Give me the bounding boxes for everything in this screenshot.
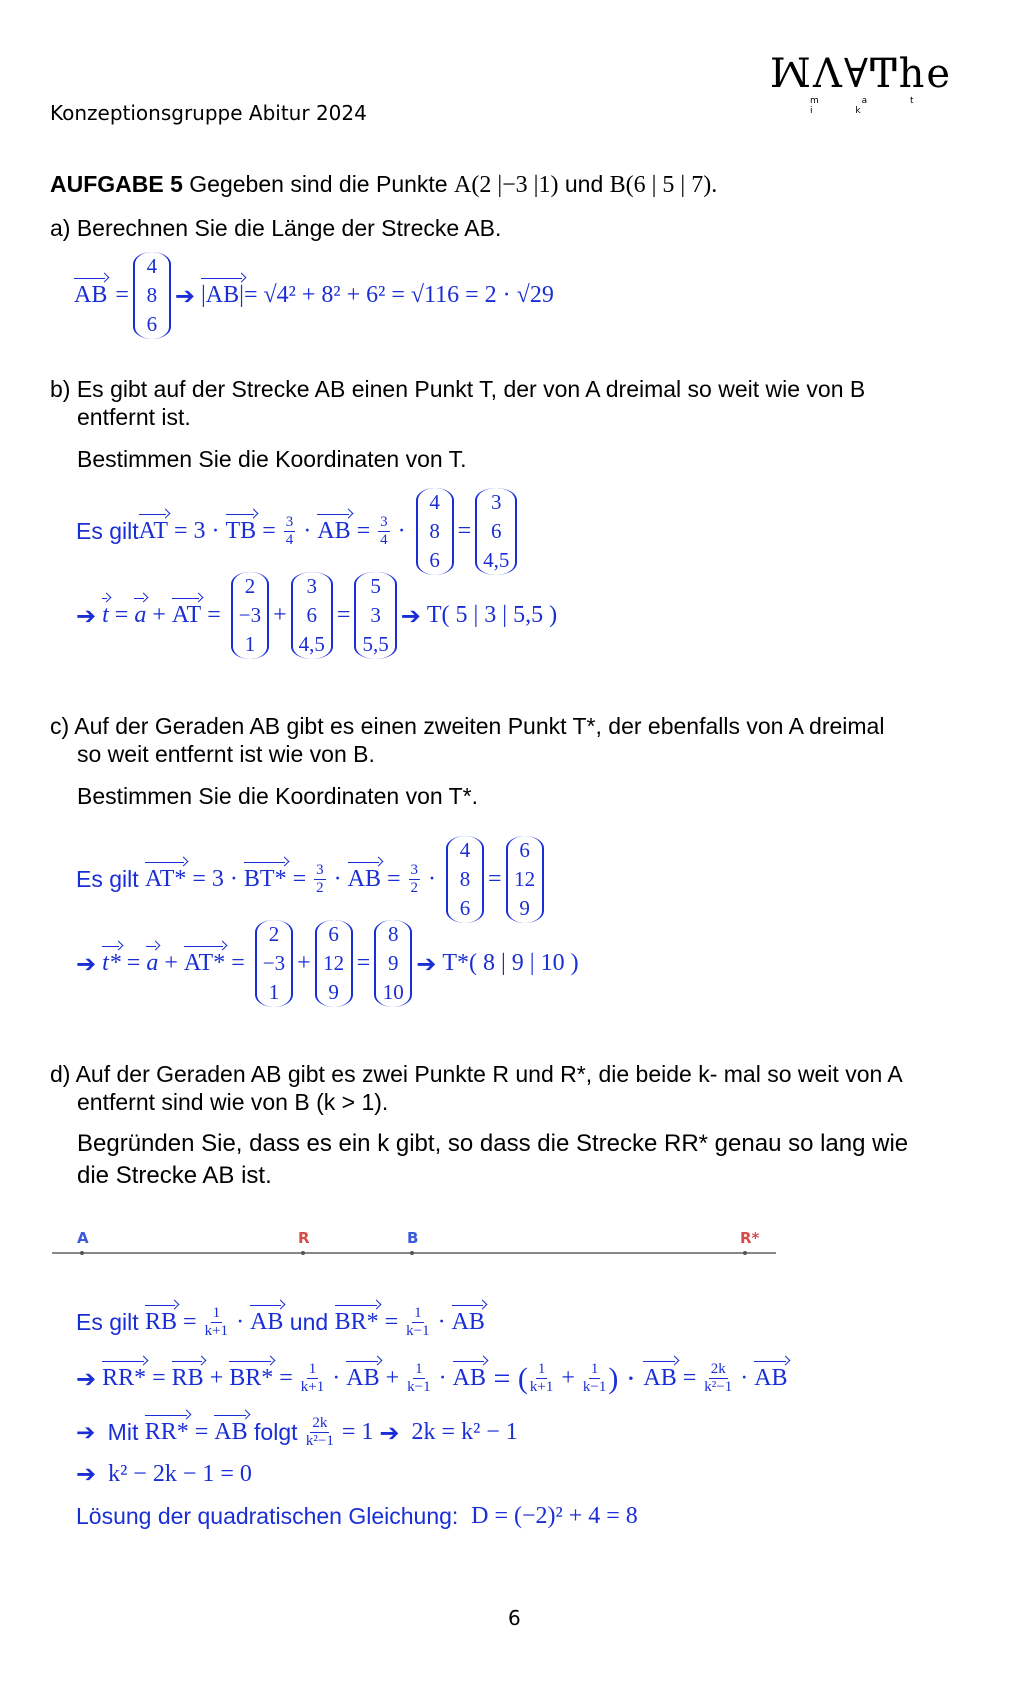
vec-ab: AB xyxy=(250,1309,284,1335)
und-text: und xyxy=(558,171,610,197)
vector: 2 −3 1 xyxy=(255,920,293,1007)
vector: 3 6 4,5 xyxy=(475,488,517,575)
fraction-2k: $\frac{2k}{\text{k²−1}}$ xyxy=(305,1415,334,1449)
plus: + xyxy=(146,602,172,628)
logo-sub: m a t i k xyxy=(810,96,934,116)
vector: 4 8 6 xyxy=(446,836,484,923)
fraction-3-4: $\frac{3}{4}$ xyxy=(285,514,294,548)
solution-d-line4 xyxy=(76,1460,252,1488)
question-d-2: entfernt sind wie von B (k > 1). xyxy=(77,1089,389,1115)
vec-ab: AB xyxy=(74,282,108,308)
label-a: A xyxy=(77,1229,89,1247)
vec-rb: RB xyxy=(145,1309,178,1335)
dot: · xyxy=(230,1309,251,1335)
eq: = ( xyxy=(485,1361,528,1395)
solution-d-line1 xyxy=(76,1305,485,1340)
eq: = xyxy=(146,1365,172,1391)
eq: = 3 · xyxy=(167,518,226,544)
eq: = xyxy=(120,950,147,976)
point-r-star-dot xyxy=(743,1251,747,1255)
mit: Mit xyxy=(101,1419,145,1445)
loesung-text: Lösung der quadratischen Gleichung: xyxy=(76,1503,472,1529)
vector: 6 12 9 xyxy=(506,836,544,923)
result-t: T( 5 | 3 | 5,5 ) xyxy=(426,602,558,628)
dot: · xyxy=(734,1365,755,1391)
arrow-icon: ➔ xyxy=(416,949,437,978)
fraction-3-2: $\frac{3}{2}$ xyxy=(316,862,324,896)
vector-ab xyxy=(133,252,171,339)
solution-d-line5 xyxy=(76,1503,638,1530)
question-b-3: Bestimmen Sie die Koordinaten von T. xyxy=(77,446,467,472)
vec-cell: 8 xyxy=(146,283,158,307)
vec-tb: TB xyxy=(225,518,257,544)
page-number: 6 xyxy=(508,1606,521,1630)
vector: 5 3 5,5 xyxy=(354,572,396,659)
task-intro xyxy=(50,170,717,199)
task-title: AUFGABE 5 xyxy=(50,171,183,197)
fraction-3-2: $\frac{3}{2}$ xyxy=(410,862,419,896)
vec-ab: AB xyxy=(452,1365,486,1391)
dot: · xyxy=(431,1309,452,1335)
vec-cell: 4 xyxy=(146,254,158,278)
vec-ab: AB xyxy=(214,1419,248,1445)
fraction-3-4: $\frac{3}{4}$ xyxy=(380,514,388,548)
point-a-dot xyxy=(80,1251,84,1255)
eq: = xyxy=(457,518,472,544)
vector: 6 12 9 xyxy=(315,920,353,1007)
vec-rb: RB xyxy=(171,1365,204,1391)
arrow-icon: ➔ xyxy=(174,281,195,310)
solution-d-line2 xyxy=(76,1361,788,1396)
vec-at: AT xyxy=(171,602,202,628)
eq: = xyxy=(177,1309,203,1335)
dot: · xyxy=(326,1365,347,1391)
fraction-1-k-plus-1: $\frac{1}{k+1}$ xyxy=(204,1305,229,1339)
label-r: R xyxy=(298,1229,310,1247)
vector: 3 6 4,5 xyxy=(291,572,333,659)
solution-a xyxy=(74,252,554,339)
eq: = xyxy=(201,602,227,628)
solution-b-line2 xyxy=(76,572,557,659)
plus: + xyxy=(273,602,287,628)
question-c-2: so weit entfernt ist wie von B. xyxy=(77,741,375,767)
eq: = xyxy=(273,1365,299,1391)
question-d-1: d) Auf der Geraden AB gibt es zwei Punkte R und R*, die beide k- mal so weit von A xyxy=(50,1061,903,1087)
fraction-1-k-plus-1: $\frac{1}{k+1}$ xyxy=(300,1361,325,1395)
eq: = xyxy=(356,950,371,976)
eq: = xyxy=(256,518,282,544)
vec-rr-star: RR* xyxy=(102,1365,147,1391)
fraction-1-k-plus-1: $\frac{1}{k+1}$ xyxy=(529,1361,554,1395)
equation: 2k = k² − 1 xyxy=(405,1419,518,1445)
vec-cell: 6 xyxy=(146,312,158,336)
fraction-1-k-minus-1: $\frac{1}{k-1}$ xyxy=(407,1361,431,1395)
label-b: B xyxy=(407,1229,419,1247)
fraction-2k: $\frac{2k}{\text{k²−1}}$ xyxy=(704,1361,733,1395)
dot: · xyxy=(422,866,443,892)
vec-t: t xyxy=(102,602,109,628)
dot: · xyxy=(391,518,412,544)
plus: + xyxy=(379,1365,406,1391)
solution-c-line1 xyxy=(76,836,548,923)
length-result: = √4² + 8² + 6² = √116 = 2 · √29 xyxy=(243,282,554,308)
dot: · xyxy=(297,518,318,544)
arrow-icon: ➔ xyxy=(76,1460,97,1488)
vec-ab: AB xyxy=(347,866,381,892)
question-b-2: entfernt ist. xyxy=(77,404,191,430)
dot: · xyxy=(327,866,348,892)
quadratic-equation: k² − 2k − 1 = 0 xyxy=(102,1460,252,1487)
vec-at-star: AT* xyxy=(183,950,226,976)
vec-br-star: BR* xyxy=(229,1365,274,1391)
result-t-star: T*( 8 | 9 | 10 ) xyxy=(442,950,579,976)
header-org: Konzeptionsgruppe Abitur 2024 xyxy=(50,101,367,125)
vec-rr-star: RR* xyxy=(144,1419,189,1445)
vector: 2 −3 1 xyxy=(231,572,269,659)
vec-ab: AB xyxy=(346,1365,380,1391)
eq: = xyxy=(225,950,251,976)
es-gilt: Es gilt xyxy=(76,518,139,544)
vec-ab: AB xyxy=(643,1365,677,1391)
eq: = xyxy=(115,282,129,308)
plus: + xyxy=(555,1365,581,1391)
question-d-3: Begründen Sie, dass es ein k gibt, so dass die Strecke RR* genau so lang wie xyxy=(77,1130,909,1157)
vec-at-star: AT* xyxy=(145,866,187,892)
question-d-4: die Strecke AB ist. xyxy=(77,1162,272,1189)
vec-ab: AB xyxy=(754,1365,788,1391)
arrow-icon: ➔ xyxy=(76,1419,96,1446)
plus: + xyxy=(203,1365,230,1391)
und: und xyxy=(283,1309,335,1335)
label-r-star: R* xyxy=(740,1229,760,1247)
logo-main: ꟽΛ∀Ͳhe xyxy=(770,51,953,97)
point-a: A(2 |−3 |1) xyxy=(454,172,559,198)
close-paren: ) · xyxy=(608,1361,644,1395)
eq: = xyxy=(336,602,351,628)
question-c-1: c) Auf der Geraden AB gibt es einen zweiten Punkt T*, der ebenfalls von A dreimal xyxy=(50,713,885,739)
eq: = 3 · xyxy=(186,866,244,892)
question-b-1: b) Es gibt auf der Strecke AB einen Punkt T, der von A dreimal so weit wie von B xyxy=(50,376,866,402)
solution-d-line3 xyxy=(76,1415,518,1450)
vec-t-star: t* xyxy=(102,950,121,976)
eq: = xyxy=(108,602,135,628)
eq-one: = 1 xyxy=(335,1419,380,1445)
arrow-icon: ➔ xyxy=(76,1364,97,1393)
arrow-icon: ➔ xyxy=(76,601,97,630)
question-c-3: Bestimmen Sie die Koordinaten von T*. xyxy=(77,783,479,809)
eq: = xyxy=(188,1419,215,1445)
plus: + xyxy=(158,950,184,976)
vec-ab: AB xyxy=(317,518,351,544)
discriminant: D = (−2)² + 4 = 8 xyxy=(471,1503,638,1529)
folgt: folgt xyxy=(247,1419,304,1445)
eq: = xyxy=(488,866,502,892)
point-b-dot xyxy=(410,1251,414,1255)
arrow-icon: ➔ xyxy=(76,949,97,978)
point-b: B(6 | 5 | 7). xyxy=(609,172,718,198)
vec-bt-star: BT* xyxy=(243,866,287,892)
number-line xyxy=(50,1225,780,1265)
arrow-icon: ➔ xyxy=(400,601,421,630)
solution-c-line2 xyxy=(76,920,579,1007)
fraction-1-k-minus-1: $\frac{1}{k-1}$ xyxy=(582,1361,607,1395)
vector: 4 8 6 xyxy=(416,488,454,575)
solution-b-line1 xyxy=(76,488,521,575)
vec-ab: AB xyxy=(451,1309,485,1335)
vector: 8 9 10 xyxy=(374,920,412,1007)
question-a: a) Berechnen Sie die Länge der Strecke AB. xyxy=(50,215,502,241)
eq: = xyxy=(286,866,313,892)
plus: + xyxy=(297,950,311,976)
vec-a: a xyxy=(146,950,159,976)
point-r-dot xyxy=(301,1251,305,1255)
arrow-icon: ➔ xyxy=(379,1418,400,1447)
vec-at: AT xyxy=(138,518,168,544)
eq: = xyxy=(676,1365,703,1391)
eq: = xyxy=(380,866,407,892)
dot: · xyxy=(432,1365,453,1391)
abs-ab: |AB| xyxy=(201,282,244,308)
eq: = xyxy=(378,1309,405,1335)
es-gilt: Es gilt xyxy=(76,1309,146,1335)
fraction-1-k-minus-1: $\frac{1}{k-1}$ xyxy=(406,1305,430,1339)
vec-br-star: BR* xyxy=(334,1309,379,1335)
es-gilt: Es gilt xyxy=(76,866,146,892)
intro-text: Gegeben sind die Punkte xyxy=(182,171,454,197)
vec-a: a xyxy=(134,602,147,628)
logo xyxy=(770,51,975,116)
eq: = xyxy=(350,518,377,544)
